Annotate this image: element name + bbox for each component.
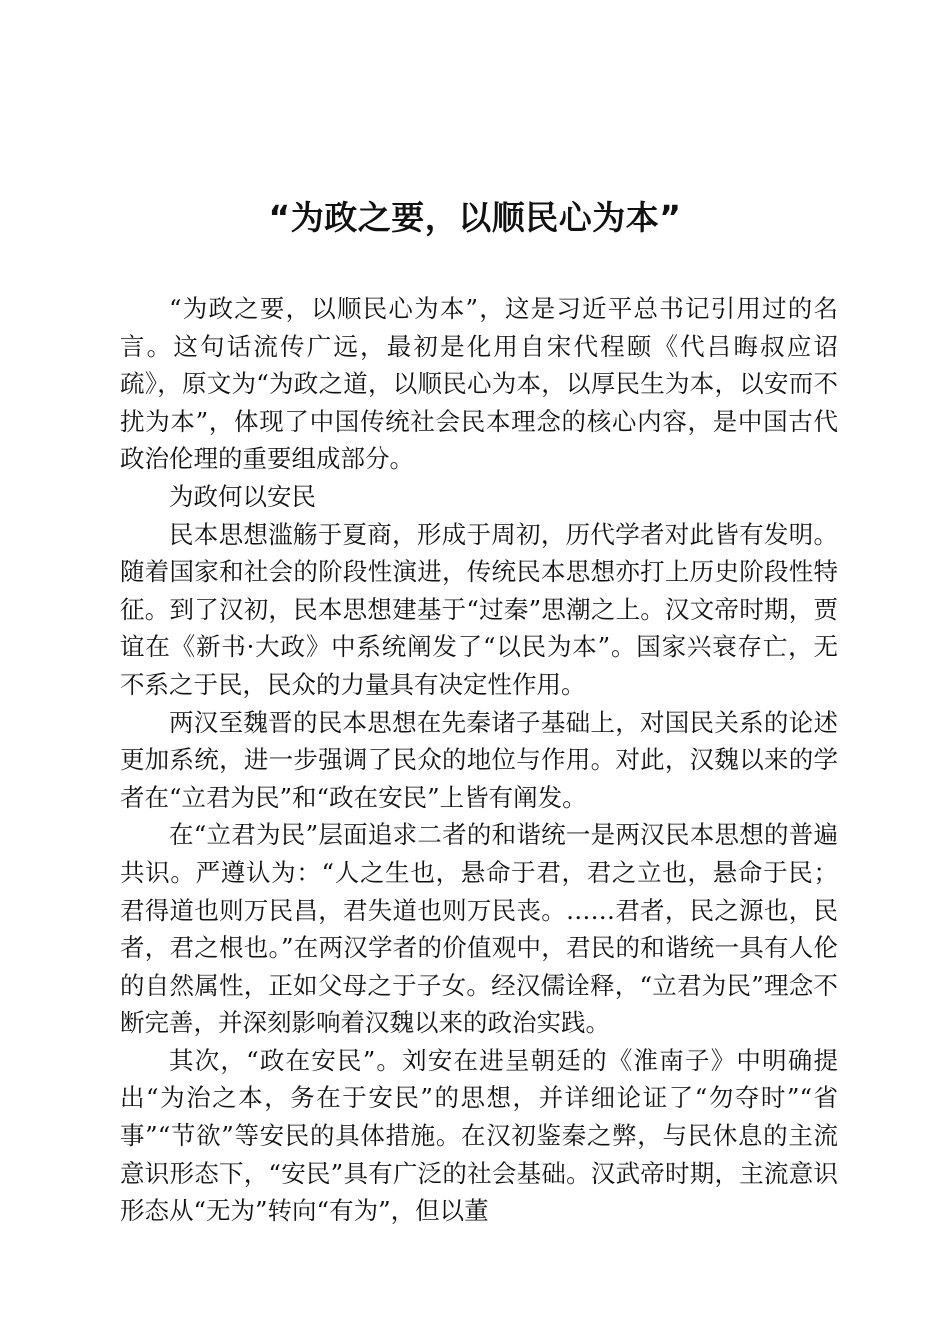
paragraph-ruler-for-people: 在“立君为民”层面追求二者的和谐统一是两汉民本思想的普遍共识。严遵认为：“人之生也，悬命于君，君之立也，悬命于民；君得道也则万民昌，君失道也则万民丧。……君者，民之源也，民者，君之根也。”在两汉学者的价值观中，君民的和谐统一具有人伦的自然属性，正如父母之于子女。经汉儒诠释，“立君为民”理念不断完善，并深刻影响着汉魏以来的政治实践。 xyxy=(120,820,838,1038)
paragraph-intro: “为政之要，以顺民心为本”，这是习近平总书记引用过的名言。这句话流传广远，最初是化用自宋代程颐《代吕晦叔应诏疏》，原文为“为政之道，以顺民心为本，以厚民生为本，以安而不扰为本”，体现了中国传统社会民本理念的核心内容，是中国古代政治伦理的重要组成部分。 xyxy=(120,294,838,474)
paragraph-origin: 民本思想滥觞于夏商，形成于周初，历代学者对此皆有发明。随着国家和社会的阶段性演进，传统民本思想亦打上历史阶段性特征。到了汉初，民本思想建基于“过秦”思潮之上。汉文帝时期，贾谊在《新书·大政》中系统阐发了“以民为本”。国家兴衰存亡，无不系之于民，民众的力量具有决定性作用。 xyxy=(120,519,838,699)
section-heading: 为政何以安民 xyxy=(169,481,316,511)
document-title: “为政之要，以顺民心为本” xyxy=(268,198,682,237)
document-body xyxy=(120,290,838,1230)
paragraph-han-wei: 两汉至魏晋的民本思想在先秦诸子基础上，对国民关系的论述更加系统，进一步强调了民众的地位与作用。对此，汉魏以来的学者在“立君为民”和“政在安民”上皆有阐发。 xyxy=(120,707,838,812)
paragraph-govern-by-peace: 其次，“政在安民”。刘安在进呈朝廷的《淮南子》中明确提出“为治之本，务在于安民”的思想，并详细论证了“勿夺时”“省事”“节欲”等安民的具体措施。在汉初鉴秦之弊，与民休息的主流意识形态下，“安民”具有广泛的社会基础。汉武帝时期，主流意识形态从“无为”转向“有为”，但以董 xyxy=(120,1045,838,1226)
